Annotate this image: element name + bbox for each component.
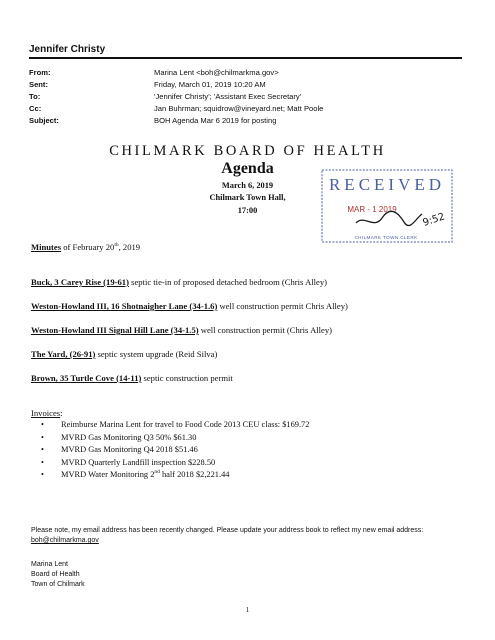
minutes-label: Minutes: [31, 242, 62, 252]
org-title: CHILMARK BOARD OF HEALTH: [109, 143, 386, 159]
invoice-item: [31, 470, 309, 483]
invoices-list: [31, 420, 309, 483]
meeting-location: Chilmark Town Hall,: [209, 193, 286, 202]
header-subject: [29, 116, 469, 126]
signature-name: Marina Lent: [31, 561, 68, 568]
invoice-text: MVRD Gas Monitoring Q4 2018 $51.46: [61, 445, 198, 454]
sender-name: Jennifer Christy: [29, 44, 106, 55]
agenda-item-title: The Yard, (26-91): [31, 349, 96, 359]
received-stamp: [320, 168, 456, 246]
agenda-item-desc: septic construction permit: [141, 373, 233, 383]
invoice-text: MVRD Quarterly Landfill inspection $228.50: [61, 457, 216, 467]
invoice-item: [31, 433, 309, 446]
header-label: From:: [29, 68, 51, 77]
agenda-item: [31, 325, 332, 335]
invoice-item: [31, 458, 309, 471]
header-value: BOH Agenda Mar 6 2019 for posting: [154, 116, 277, 125]
bullet-icon: •: [41, 420, 44, 429]
invoice-item: [31, 445, 309, 458]
header-label: Subject:: [29, 116, 59, 125]
agenda-item-desc: septic tie-in of proposed detached bedroom (Chris Alley): [128, 277, 328, 287]
agenda-title: Agenda: [221, 160, 274, 177]
header-label: To:: [29, 92, 41, 101]
signature-dept: Board of Health: [31, 571, 80, 578]
stamp-word: RECEIVED: [328, 175, 446, 194]
invoices-heading: Invoices: [31, 408, 61, 418]
agenda-item-title: Weston-Howland III, 16 Shotnaigher Lane (34-1.6): [31, 301, 218, 311]
footer-note: Please note, my email address has been recently changed. Please update your address book to reflect my new email address:: [31, 527, 424, 534]
bullet-icon: •: [41, 457, 44, 467]
footer-email-link[interactable]: boh@chilmarkma.gov: [31, 537, 99, 544]
minutes-text: of February 20: [61, 242, 115, 252]
invoice-text: MVRD Gas Monitoring Q3 50% $61.30: [61, 432, 197, 442]
agenda-item-desc: well construction permit (Chris Alley): [198, 325, 333, 335]
bullet-icon: •: [41, 445, 44, 454]
header-from: [29, 68, 469, 78]
stamp-handwriting: 9:52: [421, 211, 447, 229]
stamp-footer: CHILMARK TOWN CLERK: [354, 235, 418, 240]
header-sent: [29, 80, 469, 90]
bullet-icon: •: [41, 470, 44, 479]
header-label: Cc:: [29, 104, 42, 113]
header-to: [29, 92, 469, 102]
invoice-sup: nd: [154, 469, 160, 476]
bullet-icon: •: [41, 432, 44, 442]
invoice-text-end: half 2018 $2,221.44: [159, 470, 230, 479]
agenda-item-title: Brown, 35 Turtle Cove (14-11): [31, 373, 142, 383]
minutes-sup: th: [114, 242, 119, 249]
invoice-text: MVRD Water Monitoring 2: [61, 470, 155, 479]
invoice-item: [31, 420, 309, 433]
header-divider: [29, 57, 462, 59]
minutes-text-end: , 2019: [118, 242, 141, 252]
agenda-item-desc: septic system upgrade (Reid Silva): [95, 349, 218, 359]
header-value: 'Jennifer Christy'; 'Assistant Exec Secretary': [154, 92, 302, 101]
invoices-heading-line: [31, 408, 63, 418]
agenda-item-desc: well construction permit Chris Alley): [217, 301, 348, 311]
meeting-date: March 6, 2019: [221, 181, 274, 190]
header-label: Sent:: [29, 80, 48, 89]
agenda-item: [31, 349, 217, 359]
header-cc: [29, 104, 469, 114]
invoice-text: Reimburse Marina Lent for travel to Food Code 2013 CEU class: $169.72: [61, 420, 310, 429]
agenda-item: [31, 301, 348, 311]
agenda-item: [31, 373, 233, 383]
minutes-line: [31, 242, 140, 252]
header-value: Marina Lent <boh@chilmarkma.gov>: [154, 68, 279, 77]
agenda-item-title: Weston-Howland III Signal Hill Lane (34-1.5): [31, 325, 199, 335]
signature-town: Town of Chilmark: [31, 581, 85, 588]
header-value: Jan Buhrman; squidrow@vineyard.net; Matt Poole: [154, 104, 324, 113]
header-value: Friday, March 01, 2019 10:20 AM: [154, 80, 266, 89]
agenda-item: [31, 277, 327, 287]
stamp-date: MAR - 1 2019: [347, 205, 397, 214]
invoices-colon: :: [60, 408, 63, 418]
page-number: 1: [245, 606, 250, 614]
meeting-time: 17:00: [237, 206, 258, 215]
agenda-item-title: Buck, 3 Carey Rise (19-61): [31, 277, 129, 287]
